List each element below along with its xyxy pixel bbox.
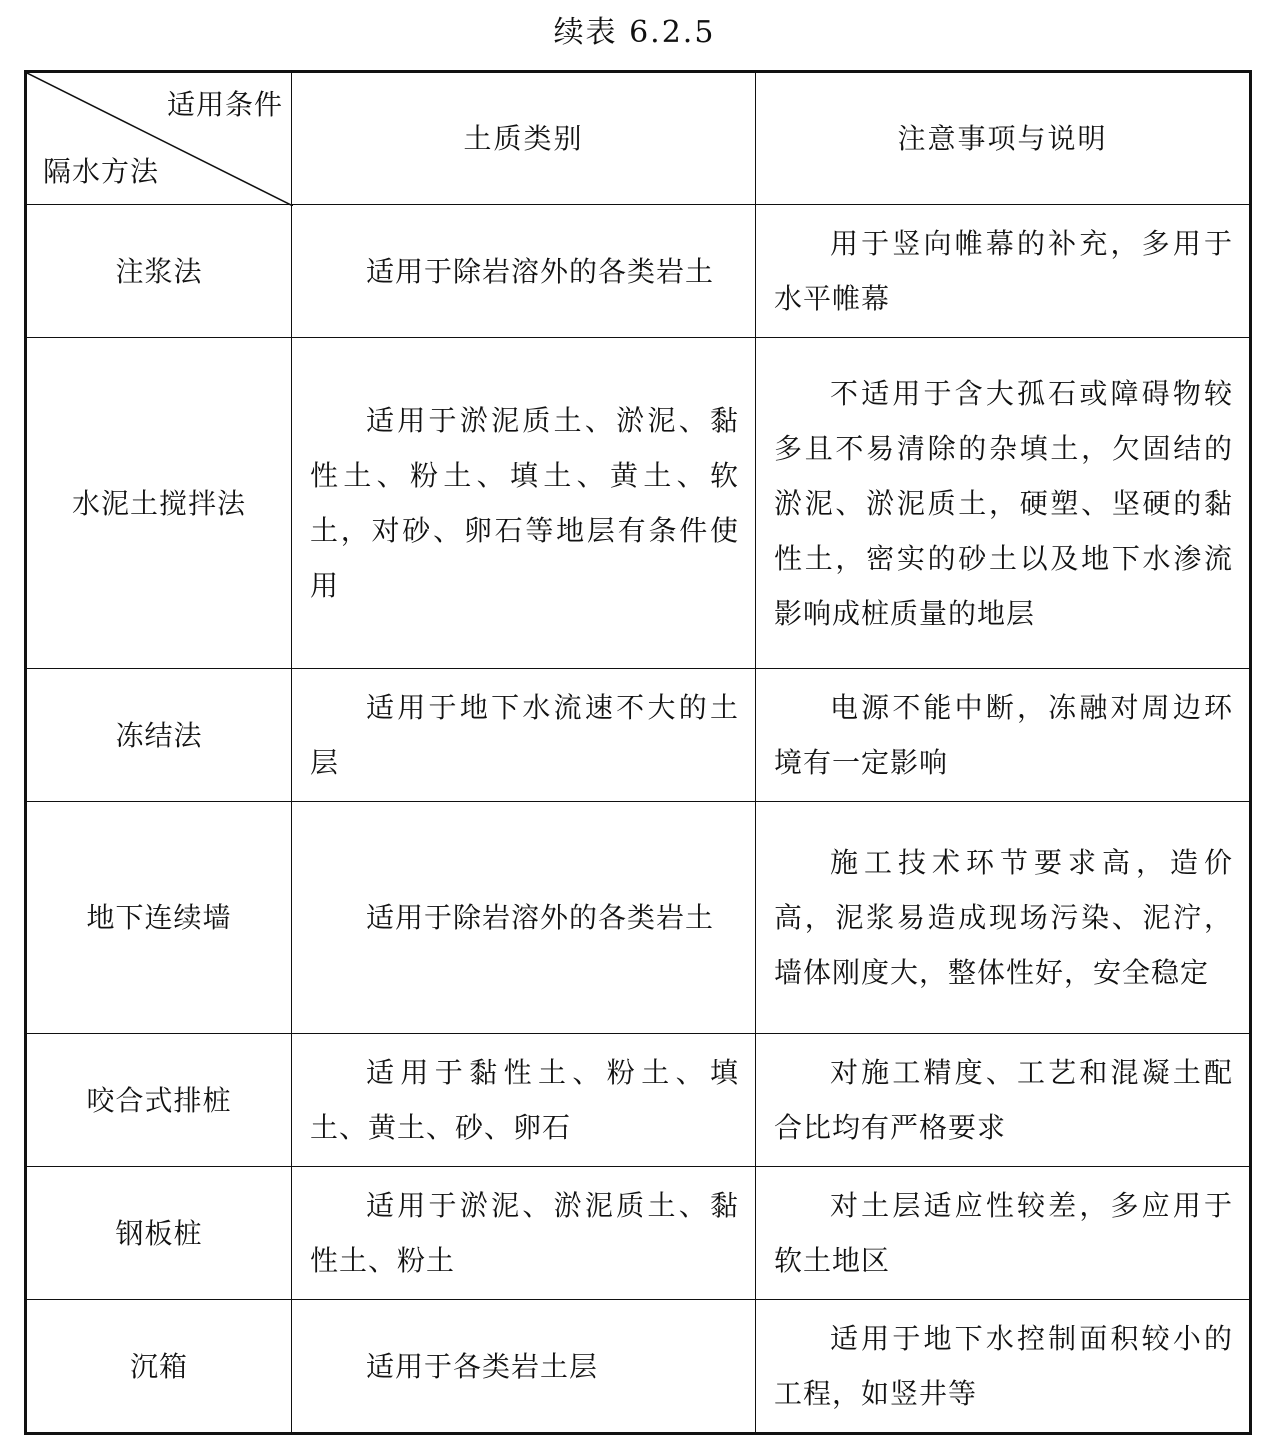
soil-cell: 适用于除岩溶外的各类岩土 bbox=[292, 802, 756, 1034]
table-row bbox=[26, 205, 1251, 338]
method-cell: 冻结法 bbox=[26, 669, 292, 802]
notes-cell: 对土层适应性较差，多应用于软土地区 bbox=[756, 1167, 1251, 1300]
method-cell: 咬合式排桩 bbox=[26, 1034, 292, 1167]
notes-cell: 对施工精度、工艺和混凝土配合比均有严格要求 bbox=[756, 1034, 1251, 1167]
notes-cell: 电源不能中断，冻融对周边环境有一定影响 bbox=[756, 669, 1251, 802]
method-cell: 钢板桩 bbox=[26, 1167, 292, 1300]
table-row bbox=[26, 802, 1251, 1034]
soil-cell: 适用于除岩溶外的各类岩土 bbox=[292, 205, 756, 338]
notes-cell: 施工技术环节要求高，造价高，泥浆易造成现场污染、泥泞，墙体刚度大，整体性好，安全稳定 bbox=[756, 802, 1251, 1034]
diagonal-header-cell bbox=[26, 72, 292, 205]
table-row bbox=[26, 1034, 1251, 1167]
header-method-label: 隔水方法 bbox=[43, 155, 160, 188]
notes-cell: 不适用于含大孤石或障碍物较多且不易清除的杂填土，欠固结的淤泥、淤泥质土，硬塑、坚硬的黏性土，密实的砂土以及地下水渗流影响成桩质量的地层 bbox=[756, 338, 1251, 669]
table-header-row bbox=[26, 72, 1251, 205]
header-notes: 注意事项与说明 bbox=[756, 72, 1251, 205]
soil-cell: 适用于地下水流速不大的土层 bbox=[292, 669, 756, 802]
method-cell: 注浆法 bbox=[26, 205, 292, 338]
table-caption: 续表 6.2.5 bbox=[553, 15, 716, 50]
table-row bbox=[26, 338, 1251, 669]
table-row bbox=[26, 1167, 1251, 1300]
method-cell: 地下连续墙 bbox=[26, 802, 292, 1034]
soil-cell: 适用于淤泥、淤泥质土、黏性土、粉土 bbox=[292, 1167, 756, 1300]
notes-cell: 适用于地下水控制面积较小的工程，如竖井等 bbox=[756, 1300, 1251, 1434]
method-cell: 沉箱 bbox=[26, 1300, 292, 1434]
notes-cell: 用于竖向帷幕的补充，多用于水平帷幕 bbox=[756, 205, 1251, 338]
table-row bbox=[26, 1300, 1251, 1434]
method-cell: 水泥土搅拌法 bbox=[26, 338, 292, 669]
table-row bbox=[26, 669, 1251, 802]
soil-cell: 适用于淤泥质土、淤泥、黏性土、粉土、填土、黄土、软土，对砂、卵石等地层有条件使用 bbox=[292, 338, 756, 669]
dewatering-methods-table bbox=[24, 70, 1252, 1435]
header-conditions-label: 适用条件 bbox=[166, 88, 283, 121]
header-soil-type: 土质类别 bbox=[292, 72, 756, 205]
soil-cell: 适用于各类岩土层 bbox=[292, 1300, 756, 1434]
soil-cell: 适用于黏性土、粉土、填土、黄土、砂、卵石 bbox=[292, 1034, 756, 1167]
